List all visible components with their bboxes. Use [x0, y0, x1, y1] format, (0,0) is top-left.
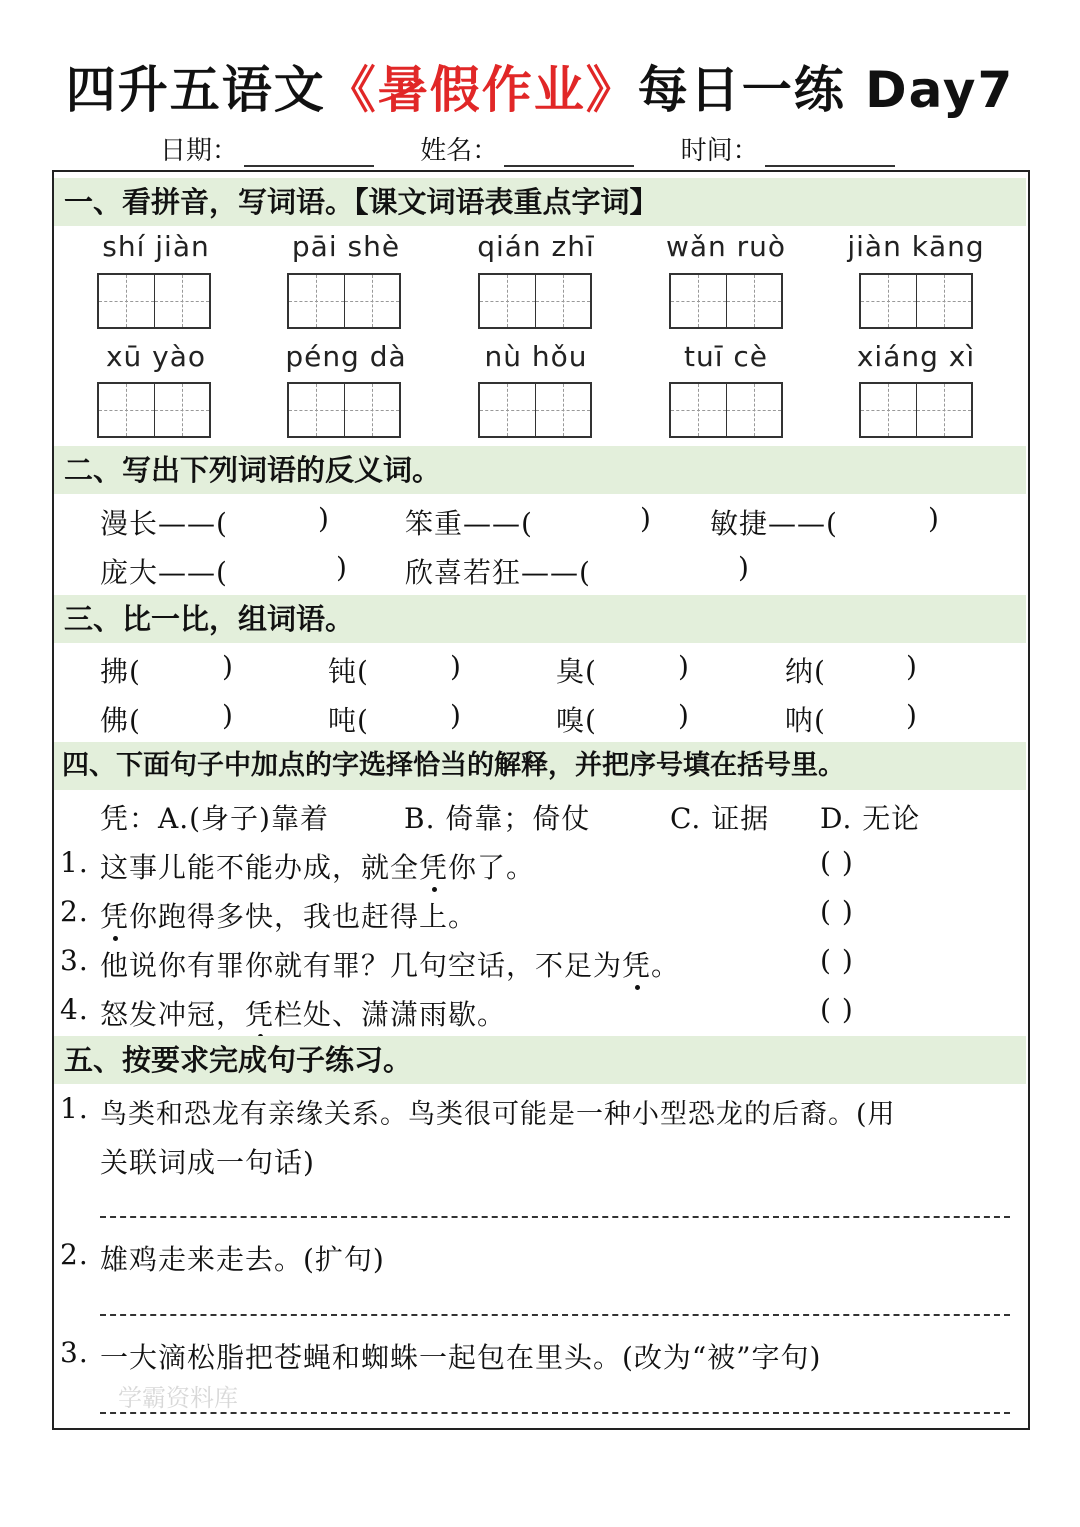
- question-sentence: [100, 895, 477, 935]
- compare-close: ): [906, 699, 918, 732]
- compare-item: 嗅(: [556, 704, 597, 737]
- antonym-close: ): [928, 502, 940, 535]
- compare-item: 臭(: [556, 655, 597, 688]
- writing-grid[interactable]: [859, 382, 973, 438]
- writing-grid[interactable]: [97, 382, 211, 438]
- pinyin-label: péng dà: [285, 340, 407, 373]
- section-3-heading: 三、比一比，组词语。: [54, 595, 1026, 643]
- header-fields: [160, 130, 960, 167]
- compare-close: ): [450, 699, 462, 732]
- writing-grid[interactable]: [859, 273, 973, 329]
- writing-grid[interactable]: [478, 382, 592, 438]
- name-field: [420, 130, 634, 167]
- antonym-item: 笨重——(: [405, 507, 533, 540]
- sentence-text: 你跑得多快，我也赶得上。: [129, 900, 478, 933]
- question-number: 2.: [60, 1238, 89, 1271]
- answer-parentheses[interactable]: ( ): [820, 944, 854, 977]
- antonym-close: ): [336, 551, 348, 584]
- sentence-text: 他说你有罪你就有罪？几句空话，不足为: [100, 949, 623, 982]
- definition-option: C. 证据: [670, 802, 770, 835]
- name-blank[interactable]: [504, 141, 634, 167]
- section-1-heading: 一、看拼音，写词语。【课文词语表重点字词】: [54, 178, 1026, 226]
- question-text: 鸟类和恐龙有亲缘关系。鸟类很可能是一种小型恐龙的后裔。(用: [100, 1099, 896, 1130]
- page-title: [0, 50, 1080, 122]
- compare-item: 钝(: [328, 655, 369, 688]
- pinyin-label: jiàn kāng: [847, 230, 985, 263]
- sentence-text: 。: [651, 949, 681, 982]
- question-number: 4.: [60, 993, 89, 1026]
- time-blank[interactable]: [765, 141, 895, 167]
- answer-parentheses[interactable]: ( ): [820, 846, 854, 879]
- watermark: 学霸资料库: [118, 1384, 238, 1412]
- question-text: 一大滴松脂把苍蝇和蜘蛛一起包在里头。(改为“被”字句): [100, 1341, 822, 1374]
- compare-close: ): [678, 699, 690, 732]
- compare-close: ): [222, 699, 234, 732]
- time-label: 时间：: [680, 136, 759, 166]
- writing-grid[interactable]: [97, 273, 211, 329]
- compare-item: 吨(: [328, 704, 369, 737]
- date-blank[interactable]: [244, 141, 374, 167]
- antonym-item: 庞大——(: [100, 556, 228, 589]
- pinyin-label: xiáng xì: [856, 340, 976, 373]
- answer-line[interactable]: [100, 1216, 1010, 1218]
- question-number: 1.: [60, 846, 89, 879]
- pinyin-label: shí jiàn: [102, 230, 210, 263]
- time-field: [681, 130, 895, 167]
- date-label: 日期：: [160, 136, 239, 166]
- writing-grid[interactable]: [287, 273, 401, 329]
- question-number: 2.: [60, 895, 89, 928]
- title-highlight: 《暑假作业》: [325, 61, 638, 119]
- dotted-char: 凭: [622, 949, 652, 982]
- answer-line[interactable]: [100, 1314, 1010, 1316]
- section-2-heading: 二、写出下列词语的反义词。: [54, 446, 1026, 494]
- answer-parentheses[interactable]: ( ): [820, 895, 854, 928]
- sentence-text: 怒发冲冠，: [100, 998, 246, 1031]
- pinyin-label: tuī cè: [683, 340, 769, 373]
- dotted-char: 凭: [100, 900, 130, 933]
- dotted-char: 凭: [419, 851, 449, 884]
- date-field: [160, 130, 374, 167]
- section-5-heading: 五、按要求完成句子练习。: [54, 1036, 1026, 1084]
- writing-grid[interactable]: [287, 382, 401, 438]
- question-number: 3.: [60, 944, 89, 977]
- compare-item: 拂(: [100, 655, 141, 688]
- compare-close: ): [450, 650, 462, 683]
- compare-close: ): [678, 650, 690, 683]
- question-sentence: [100, 944, 680, 984]
- sentence-text: 这事儿能不能办成，就全: [100, 851, 420, 884]
- compare-item: 佛(: [100, 704, 141, 737]
- compare-item: 纳(: [785, 655, 826, 688]
- question-text: 雄鸡走来走去。(扩句): [100, 1243, 385, 1276]
- antonym-item: 欣喜若狂——(: [405, 556, 591, 589]
- writing-grid[interactable]: [669, 273, 783, 329]
- answer-parentheses[interactable]: ( ): [820, 993, 854, 1026]
- question-sentence: [100, 993, 506, 1033]
- antonym-close: ): [640, 502, 652, 535]
- antonym-item: 敏捷——(: [710, 507, 838, 540]
- question-number: 1.: [60, 1092, 89, 1125]
- definition-option: D. 无论: [820, 802, 921, 835]
- compare-close: ): [222, 650, 234, 683]
- question-text: 关联词成一句话): [100, 1146, 315, 1179]
- antonym-item: 漫长——(: [100, 507, 228, 540]
- pinyin-label: nù hǒu: [484, 340, 588, 373]
- question-number: 3.: [60, 1336, 89, 1369]
- compare-close: ): [906, 650, 918, 683]
- pinyin-label: wǎn ruò: [665, 230, 787, 263]
- compare-item: 呐(: [785, 704, 826, 737]
- definition-option: 凭：A.(身子)靠着: [100, 802, 329, 835]
- question-sentence: [100, 846, 535, 886]
- dotted-char: 凭: [245, 998, 275, 1031]
- pinyin-label: qián zhī: [477, 230, 595, 263]
- title-suffix: 每日一练 Day7: [637, 61, 1015, 119]
- writing-grid[interactable]: [669, 382, 783, 438]
- section-4-heading: 四、下面句子中加点的字选择恰当的解释，并把序号填在括号里。: [54, 742, 1026, 790]
- writing-grid[interactable]: [478, 273, 592, 329]
- sentence-text: 你了。: [448, 851, 536, 884]
- antonym-close: ): [738, 551, 750, 584]
- antonym-close: ): [318, 502, 330, 535]
- sentence-text: 栏处、潇潇雨歇。: [274, 998, 507, 1031]
- definition-option: B. 倚靠；倚仗: [404, 802, 591, 835]
- name-label: 姓名：: [420, 136, 499, 166]
- title-prefix: 四升五语文: [65, 61, 326, 119]
- pinyin-label: xū yào: [105, 340, 207, 373]
- pinyin-label: pāi shè: [291, 230, 401, 263]
